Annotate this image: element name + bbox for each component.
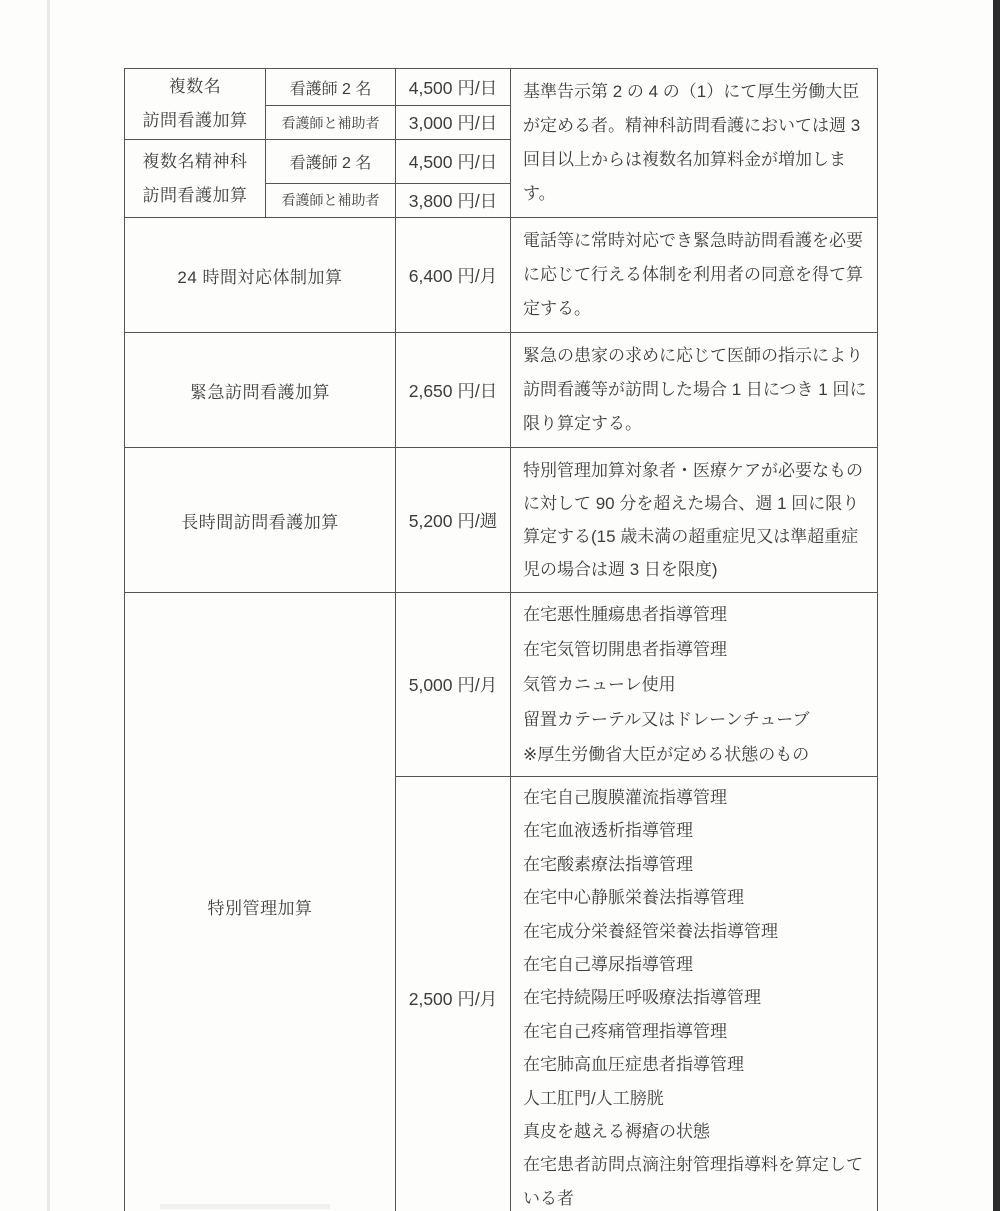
scan-edge-left-line [47, 0, 50, 1211]
table-row [125, 448, 878, 593]
cell-group-multi-name [125, 69, 266, 140]
cell-name-emergency: 緊急訪問看護加算 [125, 333, 396, 448]
table-row [125, 593, 878, 777]
cell-price: 3,000 円/日 [396, 106, 511, 140]
nursing-fee-table [124, 68, 878, 1211]
scan-edge-right-line [993, 0, 1000, 1211]
group-label-line1: 複数名精神科 [142, 151, 248, 171]
cell-price: 6,400 円/月 [396, 218, 511, 333]
list-item: 在宅自己腹膜灌流指導管理 [523, 788, 727, 807]
list-item: 在宅自己疼痛管理指導管理 [523, 1021, 727, 1041]
list-item: 在宅成分栄養経管栄養法指導管理 [523, 921, 778, 941]
cell-staff: 看護師と補助者 [266, 183, 396, 218]
cell-price: 2,500 円/月 [396, 777, 511, 1211]
list-item: 人工肛門/人工膀胱 [523, 1088, 664, 1108]
cell-list-tier1 [511, 593, 878, 777]
list-item: 留置カテーテル又はドレーンチューブ [523, 710, 810, 729]
cell-price: 5,000 円/月 [396, 593, 511, 777]
list-item: 在宅持続陽圧呼吸療法指導管理 [523, 988, 761, 1008]
cell-staff: 看護師と補助者 [266, 106, 396, 140]
group-label-line1: 複数名 [168, 77, 222, 96]
cell-price: 4,500 円/日 [396, 140, 511, 184]
cell-description-emergency: 緊急の患家の求めに応じて医師の指示により訪問看護等が訪問した場合 1 日につき 1 回に限り算定する。 [511, 333, 878, 448]
list-item: 在宅肺高血圧症患者指導管理 [523, 1055, 744, 1075]
cell-price: 3,800 円/日 [396, 183, 511, 218]
list-item: 在宅悪性腫瘍患者指導管理 [523, 605, 727, 624]
cell-description-24h: 電話等に常時対応でき緊急時訪問看護を必要に応じて行える体制を利用者の同意を得て算定する。 [511, 218, 878, 333]
cell-description-long-time: 特別管理加算対象者・医療ケアが必要なものに対して 90 分を超えた場合、週 1 回に限り算定する(15 歳未満の超重症児又は準超重症児の場合は週 3 日を限度) [511, 448, 878, 593]
cell-staff: 看護師 2 名 [266, 140, 396, 184]
cell-group-multi-name-psychiatric [125, 140, 266, 218]
list-item: 真皮を越える褥瘡の状態 [523, 1122, 710, 1142]
cell-list-tier2 [511, 777, 878, 1211]
list-item: 在宅気管切開患者指導管理 [523, 640, 727, 659]
list-item: 在宅酸素療法指導管理 [523, 854, 693, 874]
group-label-line2: 訪問看護加算 [142, 111, 248, 130]
cell-name-special-management: 特別管理加算 [125, 593, 396, 1211]
cell-price: 2,650 円/日 [396, 333, 511, 448]
table-row [125, 218, 878, 333]
list-item: 在宅自己導尿指導管理 [523, 955, 693, 975]
list-item: 在宅患者訪問点滴注射管理指導料を算定している者 [523, 1155, 863, 1208]
cell-price: 5,200 円/週 [396, 448, 511, 593]
list-item: 気管カニューレ使用 [523, 675, 676, 694]
cell-staff: 看護師 2 名 [266, 69, 396, 106]
cell-description-multi-name: 基準告示第 2 の 4 の（1）にて厚生労働大臣が定める者。精神科訪問看護においては週 3 回目以上からは複数名加算料金が増加します。 [511, 69, 878, 218]
cell-name-long-time: 長時間訪問看護加算 [125, 448, 396, 593]
table-row [125, 69, 878, 106]
list-item: 在宅中心静脈栄養法指導管理 [523, 888, 744, 908]
group-label-line2: 訪問看護加算 [142, 185, 248, 205]
cell-name-24h: 24 時間対応体制加算 [125, 218, 396, 333]
table-row [125, 333, 878, 448]
list-item: ※厚生労働省大臣が定める状態のもの [523, 745, 810, 764]
list-item: 在宅血液透析指導管理 [523, 821, 693, 841]
cell-price: 4,500 円/日 [396, 69, 511, 106]
